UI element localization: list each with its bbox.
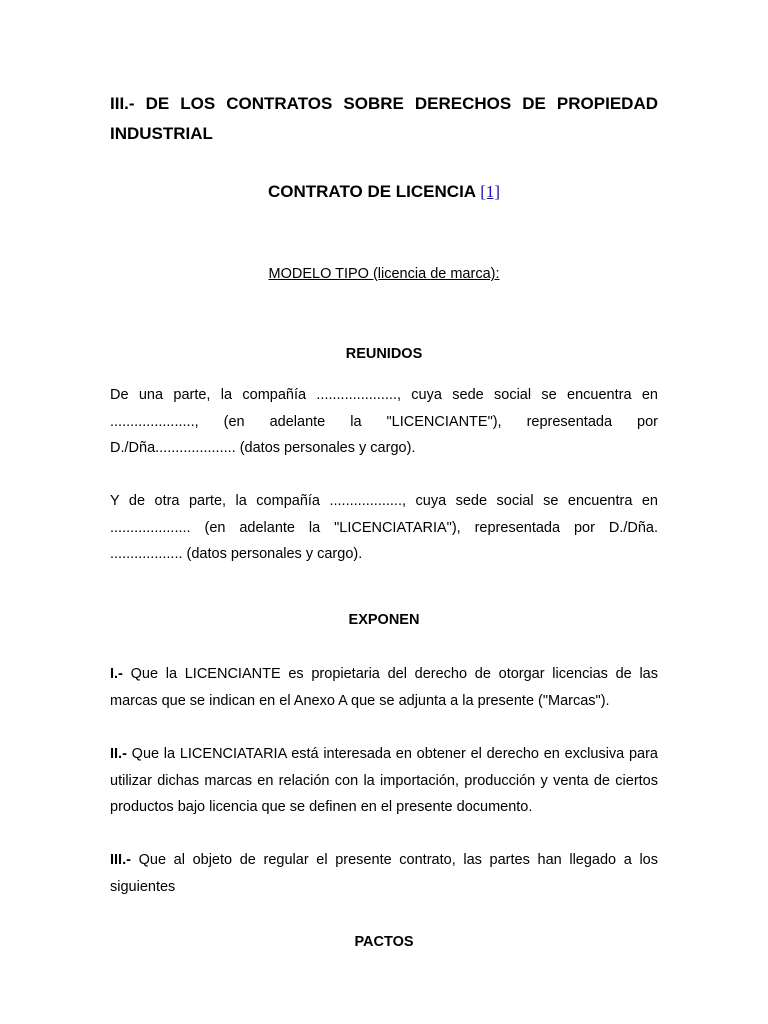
exponen-item-number: I.- bbox=[110, 666, 123, 682]
model-subtitle-text: MODELO TIPO (licencia de marca): bbox=[268, 266, 500, 282]
contract-title-text: CONTRATO DE LICENCIA bbox=[267, 182, 476, 201]
exponen-heading: EXPONEN bbox=[348, 612, 420, 628]
exponen-item-number: II.- bbox=[110, 746, 127, 762]
exponen-item-text: Que la LICENCIATARIA está interesada en obtener el derecho en exclusiva para utilizar dichas marcas en relación con la importación, producción y venta de ciertos productos bajo licencia que se definen en el presente documento. bbox=[110, 746, 658, 815]
footnote-link[interactable]: [1] bbox=[480, 182, 501, 201]
party-two-paragraph: Y de otra parte, la compañía .................., cuya sede social se encuentra en .................... (en adelante la "LICENCIATARIA"), representada por D./Dña. .................. (datos personales y cargo). bbox=[110, 493, 658, 562]
exponen-item-1 bbox=[110, 661, 658, 714]
exponen-item-number: III.- bbox=[110, 852, 131, 868]
section-heading: III.- DE LOS CONTRATOS SOBRE DERECHOS DE PROPIEDAD INDUSTRIAL bbox=[110, 94, 658, 143]
exponen-item-text: Que al objeto de regular el presente contrato, las partes han llegado a los siguientes bbox=[110, 852, 658, 895]
pactos-heading: PACTOS bbox=[354, 934, 414, 950]
party-one-paragraph: De una parte, la compañía ...................., cuya sede social se encuentra en ....................., (en adelante la "LICENCIANTE"), representada por D./Dña.................... (datos personales y cargo). bbox=[110, 387, 658, 456]
exponen-item-3 bbox=[110, 847, 658, 900]
exponen-item-2 bbox=[110, 741, 658, 821]
contract-title bbox=[110, 178, 658, 206]
reunidos-heading: REUNIDOS bbox=[345, 346, 423, 362]
model-subtitle bbox=[110, 262, 658, 286]
exponen-item-text: Que la LICENCIANTE es propietaria del derecho de otorgar licencias de las marcas que se indican en el Anexo A que se adjunta a la presente ("Marcas"). bbox=[110, 666, 658, 709]
